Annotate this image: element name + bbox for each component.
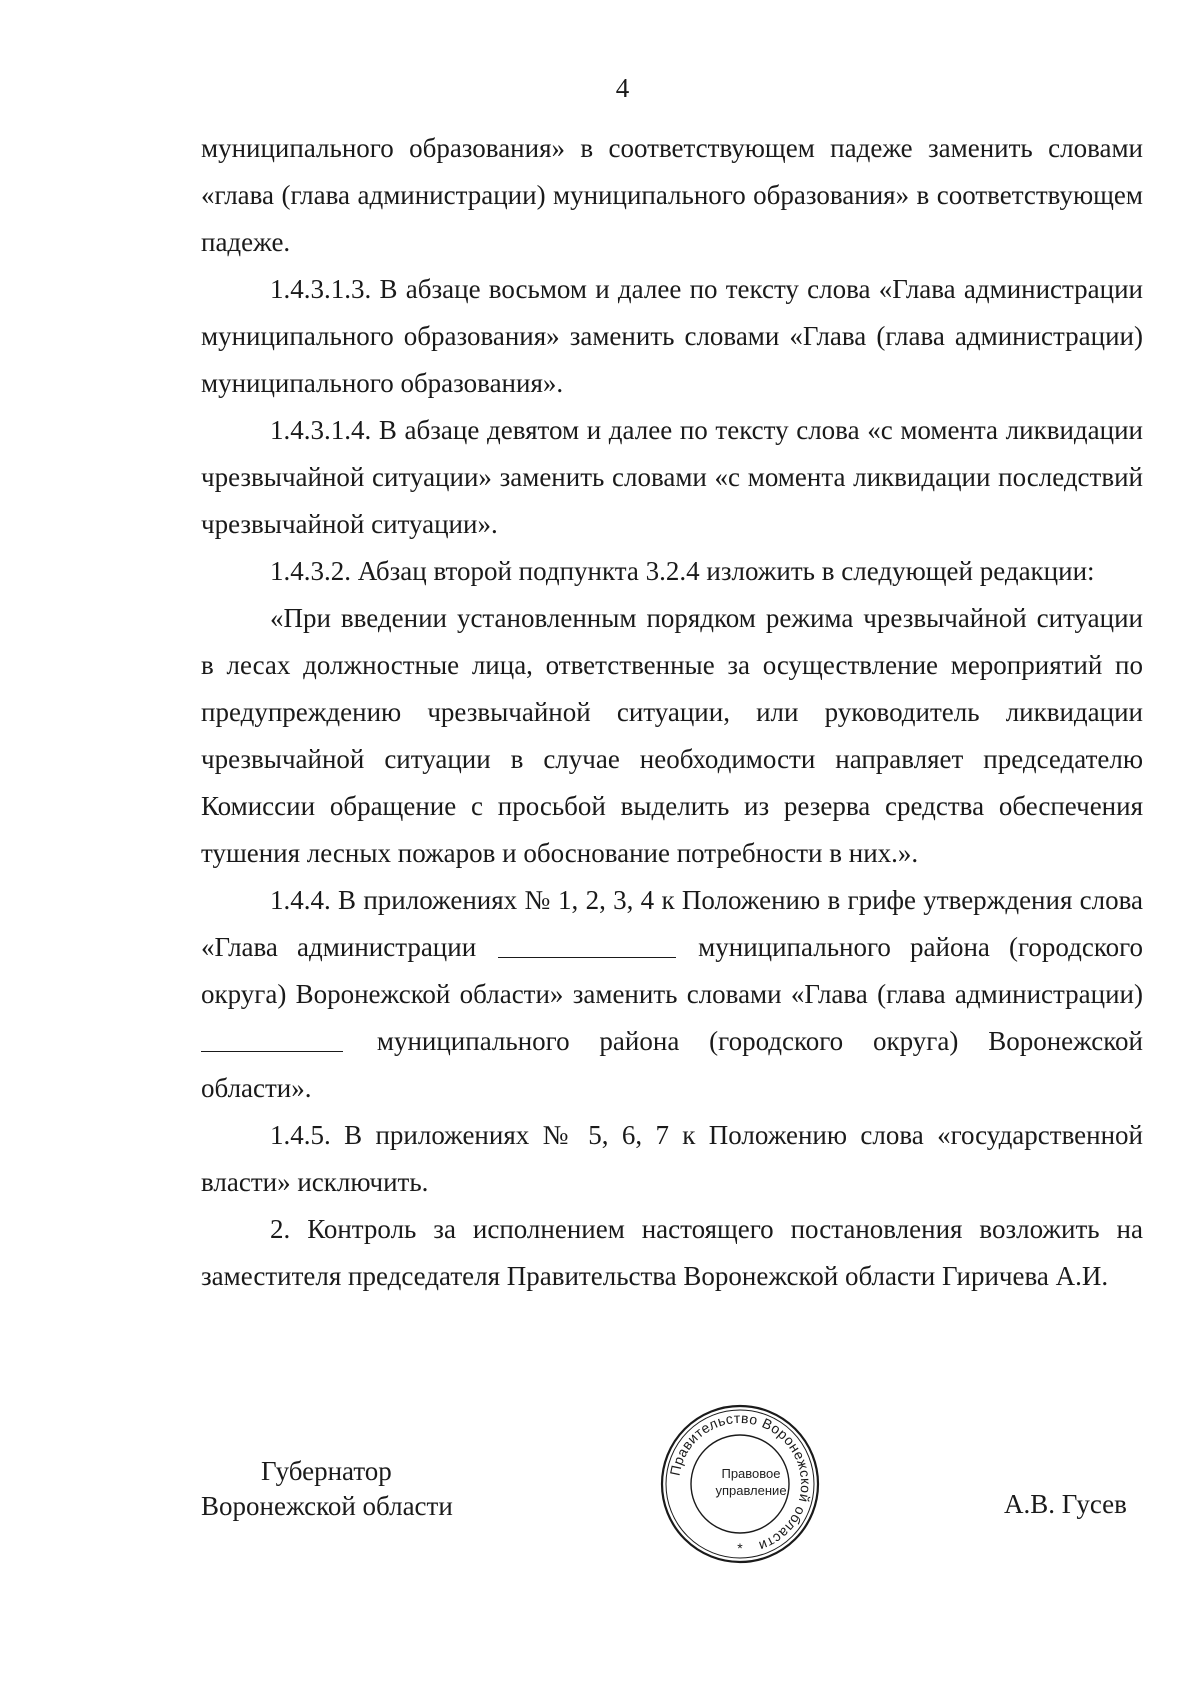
stamp-star: * <box>737 1540 743 1556</box>
paragraph-1-4-4-part1: 1.4.4. В приложениях № 1, 2, 3, 4 к Положению в грифе утверждения слова «Глава администрации <box>201 885 1143 962</box>
page-number: 4 <box>615 73 630 103</box>
paragraph-1-4-4-part2: муниципального района (городского округа) Воронежской области» заменить словами «Глава (глава администрации) <box>201 932 1144 1009</box>
stamp-ring-text: Правительство Воронежской области <box>666 1409 815 1555</box>
paragraph-1-4-3-1-3: 1.4.3.1.3. В абзаце восьмом и далее по тексту слова «Глава администрации муниципального образования» заменить словами «Глава (глава администрации) муниципального образования». <box>201 274 1143 398</box>
signatory-position <box>201 1454 521 1524</box>
stamp-center-line2: управление <box>715 1483 787 1498</box>
signatory-position-line1: Губернатор <box>261 1456 392 1486</box>
paragraph-1-4-4 <box>201 877 1143 1112</box>
paragraph-1-4-4-part3: муниципального района (городского округа) Воронежской области». <box>201 1026 1143 1103</box>
paragraph-1-4-3-1-4: 1.4.3.1.4. В абзаце девятом и далее по тексту слова «с момента ликвидации чрезвычайной ситуации» заменить словами «с момента ликвидации последствий чрезвычайной ситуации». <box>201 415 1143 539</box>
blank-line-1 <box>498 956 676 958</box>
document-body <box>201 125 1143 1300</box>
paragraph-1-4-3-2: 1.4.3.2. Абзац второй подпункта 3.2.4 изложить в следующей редакции: <box>270 556 1095 586</box>
paragraph-quoted-text: «При введении установленным порядком режима чрезвычайной ситуации в лесах должностные лица, ответственные за осуществление мероприятий по предупреждению чрезвычайной ситуации, или руководитель ликвидации чрезвычайной ситуации в случае необходимости направляет председателю Комиссии обращение с просьбой выделить из резерва средства обеспечения тушения лесных пожаров и обоснование потребности в них.». <box>201 603 1143 868</box>
stamp-center-line1: Правовое <box>721 1466 781 1481</box>
stamp-center-text <box>712 1453 790 1511</box>
paragraph-1-4-5: 1.4.5. В приложениях № 5, 6, 7 к Положению слова «государственной власти» исключить. <box>201 1120 1143 1197</box>
paragraph-2-control: 2. Контроль за исполнением настоящего постановления возложить на заместителя председателя Правительства Воронежской области Гиричева А.И. <box>201 1214 1143 1291</box>
signatory-position-line2: Воронежской области <box>201 1491 453 1521</box>
signatory-name: А.В. Гусев <box>1004 1489 1127 1519</box>
paragraph-continuation: муниципального образования» в соответствующем падеже заменить словами «глава (глава администрации) муниципального образования» в соответствующем падеже. <box>201 133 1143 257</box>
blank-line-2 <box>201 1050 343 1052</box>
